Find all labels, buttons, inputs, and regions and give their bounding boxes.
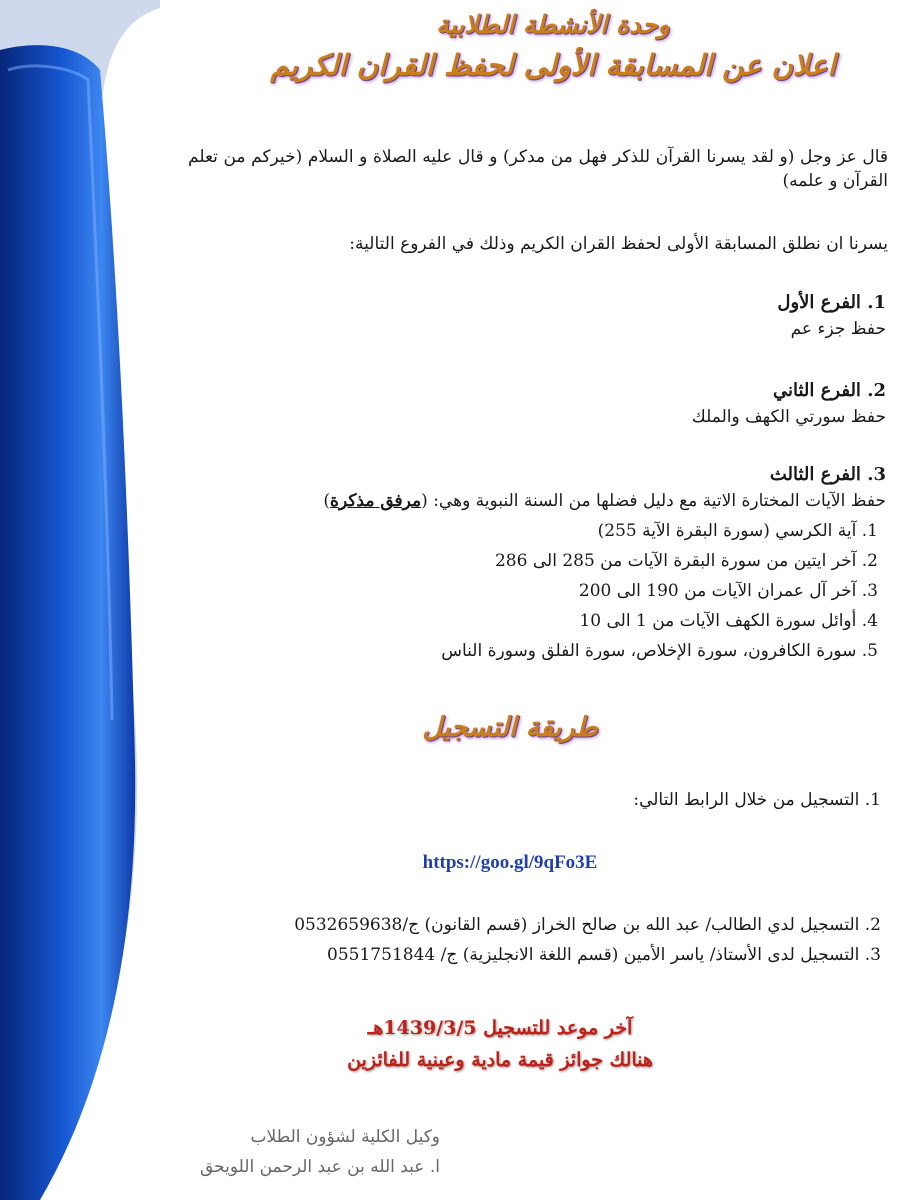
- unit-title: وحدة الأنشطة الطلابية: [436, 10, 670, 39]
- intro-quote: قال عز وجل (و لقد يسرنا القرآن للذكر فهل من مدكر) و قال عليه الصلاة و السلام (خيركم من تعلم القرآن و علمه): [188, 147, 888, 191]
- attachment-note: مرفق مذكرة: [330, 491, 422, 511]
- branch-desc-text: حفظ الآيات المختارة الاتية مع دليل فضلها من السنة النبوية وهي: (: [421, 491, 886, 511]
- list-item: 4. أوائل سورة الكهف الآيات من 1 الى 10: [579, 611, 878, 631]
- registration-link[interactable]: https://goo.gl/9qFo3E: [422, 852, 598, 873]
- branch-desc: حفظ سورتي الكهف والملك: [691, 407, 886, 427]
- list-item: 2. آخر ايتين من سورة البقرة الآيات من 285 الى 286: [494, 551, 878, 571]
- registration-steps: [294, 910, 881, 970]
- announcement-title: اعلان عن المسابقة الأولى لحفظ القران الكريم: [270, 48, 836, 82]
- signature-role: وكيل الكلية لشؤون الطلاب: [250, 1127, 440, 1147]
- signature-block: [120, 1122, 440, 1182]
- branch-title: 3. الفرع الثالث: [769, 464, 886, 485]
- branch-desc-end: ): [323, 491, 331, 511]
- registration-step-2: 2. التسجيل لدي الطالب/ عبد الله بن صالح الخراز (قسم القانون) ج/0532659638: [294, 915, 881, 935]
- deadline-date: آخر موعد للتسجيل 1439/3/5هـ: [367, 1017, 633, 1039]
- list-item: 3. آخر آل عمران الآيات من 190 الى 200: [578, 581, 878, 601]
- branch-desc: حفظ جزء عم: [790, 319, 886, 339]
- branch-desc: [206, 488, 886, 514]
- registration-step-3: 3. التسجيل لدى الأستاذ/ ياسر الأمين (قسم اللغة الانجليزية) ج/ 0551751844: [327, 945, 881, 965]
- list-item: 5. سورة الكافرون، سورة الإخلاص، سورة الفلق وسورة الناس: [441, 641, 878, 661]
- branch-2: [206, 378, 886, 430]
- registration-step-1: 1. التسجيل من خلال الرابط التالي:: [633, 790, 881, 810]
- intro-launch: يسرنا ان نطلق المسابقة الأولى لحفظ القران الكريم وذلك في الفروع التالية:: [349, 234, 888, 254]
- deadline-notice: [250, 1012, 750, 1076]
- prizes-note: هنالك جوائز قيمة مادية وعينية للفائزين: [347, 1049, 653, 1071]
- branch-title: 2. الفرع الثاني: [772, 380, 886, 401]
- signature-name: ا. عبد الله بن عبد الرحمن اللويحق: [199, 1157, 440, 1177]
- decorative-blue-ribbon: [0, 0, 160, 1200]
- verses-list: [206, 516, 886, 666]
- branch-3: [206, 462, 886, 666]
- registration-title: طريقة التسجيل: [422, 712, 598, 743]
- list-item: 1. آية الكرسي (سورة البقرة الآية 255): [597, 521, 878, 541]
- branch-title: 1. الفرع الأول: [777, 292, 886, 313]
- branch-1: [206, 290, 886, 342]
